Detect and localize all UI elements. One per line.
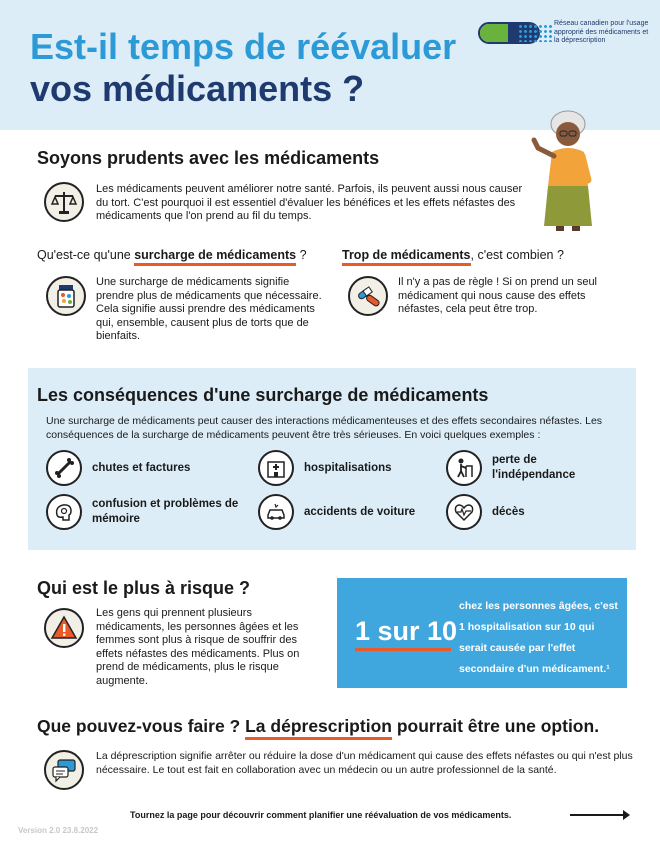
scale-icon — [50, 188, 78, 216]
version-label: Version 2.0 23.8.2022 — [18, 826, 99, 835]
pill-bottle-icon — [52, 282, 80, 310]
chat-icon-circle — [44, 750, 84, 790]
section-caution-text: Les médicaments peuvent améliorer notre santé. Parfois, ils peuvent aussi nous causer du tort. C'est pourquoi il est essentiel d'évaluer les bénéfices et les effets néfastes des médicaments que l'on prend au fil du temps. — [96, 183, 523, 222]
statistic-text: chez les personnes âgées, c'est 1 hospitalisation sur 10 qui serait causée par l'effet secondaire d'un médicament.¹ — [459, 600, 618, 675]
consequence-car-accidents: accidents de voiture — [258, 494, 415, 530]
overload-highlight: surcharge de médicaments — [134, 248, 296, 266]
car-crash-icon — [265, 501, 287, 523]
title-line-2: vos médicaments ? — [30, 68, 365, 109]
risk-text: Les gens qui prennent plusieurs médicaments, les personnes âgées et les femmes sont plus à risque de souffrir des effets néfastes des médicaments. Plus on prend de médicaments, plus le risque augmente. — [96, 607, 300, 687]
title-line-1: Est-il temps de réévaluer — [30, 26, 457, 67]
organization-logo — [478, 20, 648, 50]
grandmother-illustration-icon — [530, 108, 600, 233]
action-text: La déprescription signifie arrêter ou réduire la dose d'un médicament qui cause des effets néfastes ou qui n'est plus nécessaire. Le tout est fait en collaboration avec un médecin ou un autre professionnel de la santé. — [96, 750, 633, 776]
bone-icon — [53, 457, 75, 479]
scale-icon-circle — [44, 182, 84, 222]
pills-icon — [354, 282, 382, 310]
chat-icon — [50, 756, 78, 784]
overload-question: Qu'est-ce qu'une surcharge de médicaments ? — [37, 249, 337, 263]
statistic-value: 1 sur 10 — [355, 616, 458, 646]
consequences-heading: Les conséquences d'une surcharge de médicaments — [37, 385, 489, 405]
overload-text: Une surcharge de médicaments signifie prendre plus de médicaments que nécessaire. Cela signifie aussi prendre des médicaments qui, ensemble, causent plus de torts que de bienfaits. — [96, 276, 322, 342]
pill-bottle-icon-circle — [46, 276, 86, 316]
heartbeat-icon — [453, 501, 475, 523]
consequence-hospitalisations: hospitalisations — [258, 450, 392, 486]
section-heading-caution: Soyons prudents avec les médicaments — [37, 148, 380, 168]
warning-icon-circle — [44, 608, 84, 648]
consequence-death: décès — [446, 494, 525, 530]
consequence-falls: chutes et factures — [46, 450, 190, 486]
deprescription-highlight: La déprescription — [245, 716, 392, 740]
brain-icon — [53, 501, 75, 523]
action-heading: Que pouvez-vous faire ? La déprescription pourrait être une option. — [37, 716, 599, 737]
walker-icon — [453, 457, 475, 479]
toomany-highlight: Trop de médicaments — [342, 248, 471, 266]
statistic-box — [337, 578, 627, 688]
toomany-text: Il n'y a pas de règle ! Si on prend un seul médicament qui nous cause des effets néfastes, cela peut être trop. — [398, 276, 598, 315]
warning-icon — [50, 614, 78, 642]
hospital-icon — [265, 457, 287, 479]
pills-icon-circle — [348, 276, 388, 316]
consequences-text: Une surcharge de médicaments peut causer des interactions médicamenteuses et des effets secondaires néfastes. Les conséquences de la surcharge de médicaments peuvent être très sérieuses. En voici quelques exemples : — [46, 415, 603, 441]
page-title — [30, 26, 456, 110]
consequence-independence: perte de l'indépendance — [446, 450, 582, 486]
risk-heading: Qui est le plus à risque ? — [37, 578, 251, 598]
consequence-confusion: confusion et problèmes de mémoire — [46, 494, 242, 530]
logo-text: Réseau canadien pour l'usage approprié des médicaments et la déprescription — [554, 20, 649, 44]
arrow-right-icon — [570, 814, 628, 816]
turn-page-note: Tournez la page pour découvrir comment planifier une réévaluation de vos médicaments. — [130, 810, 512, 820]
toomany-question: Trop de médicaments, c'est combien ? — [342, 249, 642, 263]
